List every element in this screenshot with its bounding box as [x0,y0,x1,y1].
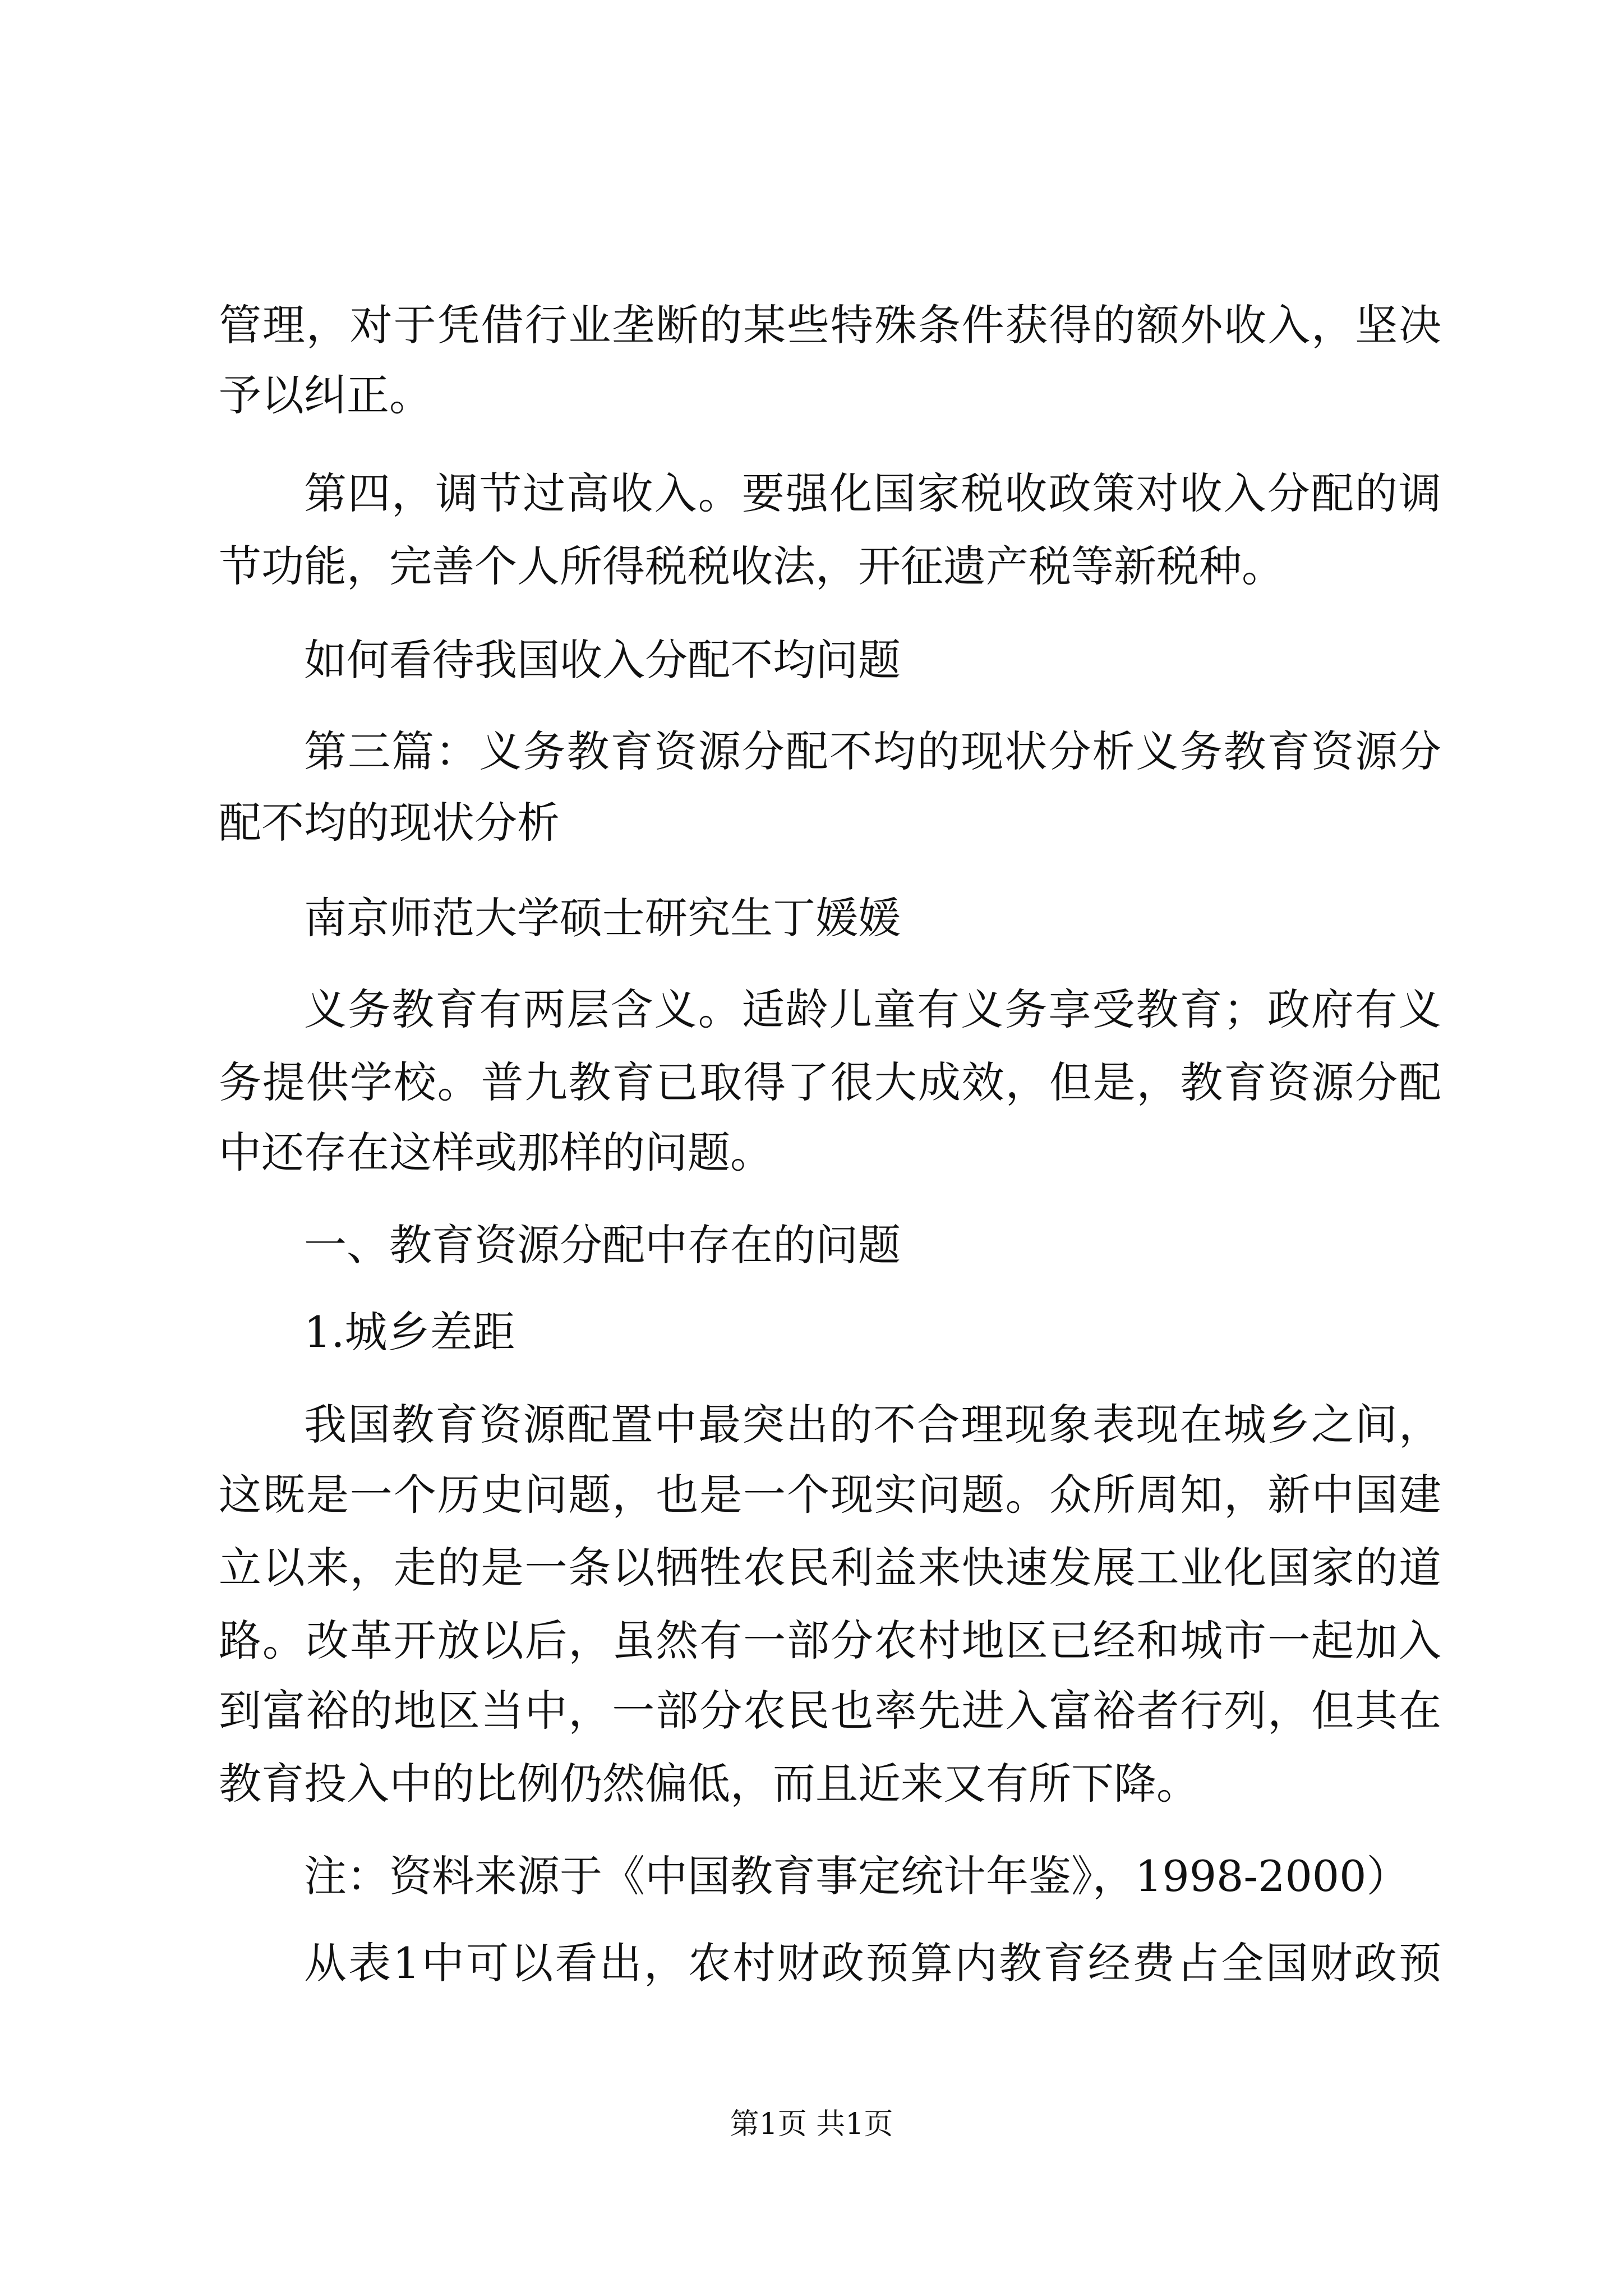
text-line: 到富裕的地区当中，一部分农民也率先进入富裕者行列，但其在 [219,1686,1441,1736]
text-line: 这既是一个历史问题，也是一个现实问题。众所周知，新中国建 [219,1470,1441,1520]
text-line: 节功能，完善个人所得税税收法，开征遗产税等新税种。 [219,541,1284,591]
text-line: 第四，调节过高收入。要强化国家税收政策对收入分配的调 [304,468,1441,518]
text-line: 予以纠正。 [219,370,432,420]
text-line: 我国教育资源配置中最突出的不合理现象表现在城乡之间， [304,1400,1441,1450]
section-heading: 一、教育资源分配中存在的问题 [304,1220,901,1270]
text-line: 路。改革开放以后，虽然有一部分农村地区已经和城市一起加入 [219,1616,1441,1665]
text-line: 教育投入中的比例仍然偏低，而且近来又有所下降。 [219,1759,1199,1809]
source-note: 注：资料来源于《中国教育事定统计年鉴》，1998-2000） [304,1851,1409,1901]
text-line: 管理，对于凭借行业垄断的某些特殊条件获得的额外收入，坚决 [219,300,1441,350]
text-line: 义务教育有两层含义。适龄儿童有义务享受教育；政府有义 [304,984,1441,1034]
text-line: 立以来，走的是一条以牺牲农民利益来快速发展工业化国家的道 [219,1543,1441,1593]
section-heading: 如何看待我国收入分配不均问题 [304,635,901,685]
text-line: 务提供学校。普九教育已取得了很大成效，但是，教育资源分配 [219,1057,1441,1107]
text-line: 从表1中可以看出，农村财政预算内教育经费占全国财政预 [304,1938,1441,1988]
subsection-heading: 1.城乡差距 [304,1307,515,1357]
author-line: 南京师范大学硕士研究生丁媛媛 [304,893,901,943]
page-footer: 第1页 共1页 [730,2108,893,2141]
chapter-title: 第三篇：义务教育资源分配不均的现状分析义务教育资源分 [304,726,1441,776]
chapter-title: 配不均的现状分析 [219,798,560,848]
text-line: 中还存在这样或那样的问题。 [219,1128,773,1177]
